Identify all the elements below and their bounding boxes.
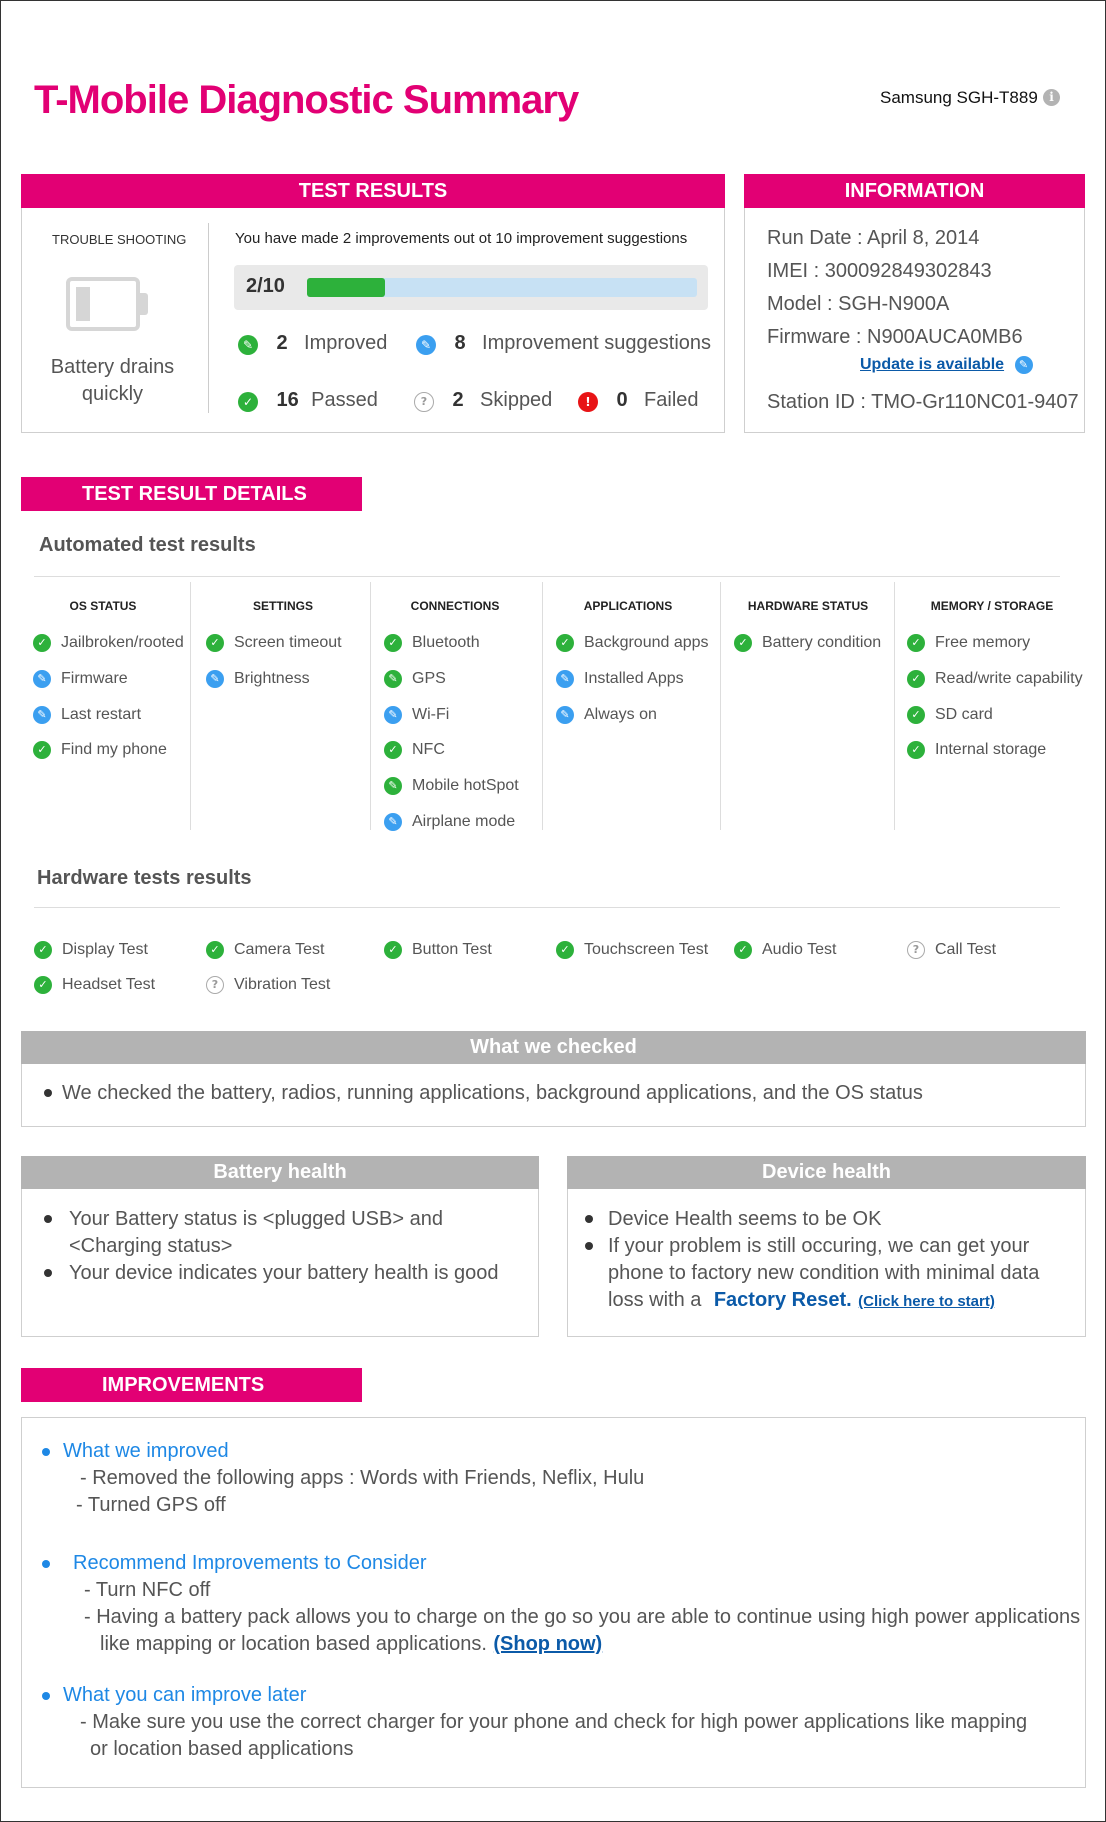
improved-wrench-icon: ✎	[384, 670, 402, 688]
bullet	[44, 1089, 52, 1097]
test-item-label: Brightness	[234, 670, 310, 688]
bullet	[42, 1692, 50, 1700]
wrench-icon: ✎	[556, 670, 574, 688]
question-icon: ?	[907, 941, 925, 959]
details-heading	[21, 477, 362, 511]
model: Model : SGH-N900A	[767, 293, 950, 315]
suggestions-label: Improvement suggestions	[482, 332, 712, 354]
device-name: Samsung SGH-T889	[880, 88, 1038, 107]
check-icon: ✓	[556, 941, 574, 959]
test-item	[556, 634, 709, 652]
wrench-icon: ✎	[1015, 356, 1033, 374]
column-divider	[190, 582, 191, 830]
test-item	[556, 706, 657, 724]
check-icon: ✓	[33, 634, 51, 652]
check-icon: ✓	[33, 741, 51, 759]
improvement-summary: You have made 2 improvements out ot 10 improvement suggestions	[235, 230, 688, 247]
trouble-label: TROUBLE SHOOTING	[52, 232, 187, 247]
device-line-2a: If your problem is still occuring, we can get your	[608, 1235, 1030, 1257]
update-link-row	[860, 356, 1033, 374]
recommend-item-2a: - Having a battery pack allows you to charge on the go so you are able to continue using high power applications	[84, 1606, 1081, 1628]
column-divider	[370, 582, 371, 830]
check-icon: ✓	[907, 634, 925, 652]
information-heading: INFORMATION	[744, 174, 1085, 208]
check-icon: ✓	[734, 941, 752, 959]
failed-icon: !	[578, 392, 598, 412]
progress-label: 2/10	[246, 275, 285, 297]
firmware: Firmware : N900AUCA0MB6	[767, 326, 1023, 348]
passed-count: 16	[276, 389, 299, 411]
imei: IMEI : 300092849302843	[767, 260, 992, 282]
check-icon: ✓	[34, 941, 52, 959]
later-item-1b: or location based applications	[90, 1738, 354, 1760]
test-item-label: Find my phone	[61, 741, 167, 759]
improved-title: What we improved	[63, 1440, 229, 1462]
wrench-icon: ✎	[384, 706, 402, 724]
skipped-icon: ?	[414, 392, 434, 412]
test-item-label: NFC	[412, 741, 445, 759]
test-item	[206, 670, 310, 688]
test-item-label: Battery condition	[762, 634, 882, 652]
wrench-icon: ✎	[33, 706, 51, 724]
run-date: Run Date : April 8, 2014	[767, 227, 980, 249]
test-item-label: Vibration Test	[234, 976, 331, 994]
test-results-panel	[21, 174, 725, 433]
progress-fill	[307, 278, 385, 297]
check-icon: ✓	[206, 634, 224, 652]
checked-heading: What we checked	[21, 1031, 1086, 1064]
battery-line-1b: <Charging status>	[69, 1235, 233, 1257]
test-item-label: Always on	[584, 705, 657, 723]
wrench-icon: ✎	[384, 813, 402, 831]
check-icon: ✓	[384, 941, 402, 959]
test-item	[734, 634, 881, 652]
bullet	[44, 1269, 52, 1277]
recommend-item-2b-row	[100, 1633, 602, 1656]
progress-box	[234, 265, 708, 310]
test-item-label: Mobile hotSpot	[412, 777, 519, 795]
trouble-text-2: quickly	[81, 383, 144, 405]
improvements-heading-text: IMPROVEMENTS	[102, 1374, 265, 1396]
test-item-label: Headset Test	[62, 976, 156, 994]
device-line-2c-row	[608, 1289, 995, 1312]
question-icon: ?	[206, 976, 224, 994]
skipped-label: Skipped	[480, 389, 553, 411]
test-item	[907, 670, 1083, 688]
device-health-panel	[567, 1156, 1086, 1337]
wrench-icon: ✎	[33, 670, 51, 688]
improvements-heading	[21, 1368, 362, 1402]
device-line-2b: phone to factory new condition with minimal data	[608, 1262, 1040, 1284]
test-item	[384, 670, 446, 688]
bullet	[585, 1242, 593, 1250]
column-header: SETTINGS	[252, 599, 313, 613]
wrench-icon: ✎	[556, 706, 574, 724]
test-item	[907, 741, 1046, 759]
test-item	[384, 741, 445, 759]
details-heading-text: TEST RESULT DETAILS	[82, 483, 307, 505]
passed-label: Passed	[311, 389, 378, 411]
check-icon: ✓	[34, 976, 52, 994]
test-item	[556, 941, 708, 959]
check-icon: ✓	[384, 741, 402, 759]
battery-icon	[66, 277, 148, 331]
check-icon: ✓	[734, 634, 752, 652]
failed-count: 0	[616, 389, 628, 411]
improved-label: Improved	[304, 332, 388, 354]
improved-item-1: - Removed the following apps : Words with Friends, Neflix, Hulu	[80, 1467, 645, 1489]
device-line-1: Device Health seems to be OK	[608, 1208, 882, 1230]
test-item-label: GPS	[412, 670, 446, 688]
station-id: Station ID : TMO-Gr110NC01-9407	[767, 391, 1079, 413]
test-item	[206, 941, 324, 959]
test-item	[33, 706, 141, 724]
recommend-title: Recommend Improvements to Consider	[73, 1552, 427, 1574]
test-item-label: Touchscreen Test	[584, 941, 709, 959]
check-icon: ✓	[907, 741, 925, 759]
check-icon: ✓	[907, 706, 925, 724]
improved-icon: ✎	[238, 335, 258, 355]
test-item-label: Background apps	[584, 634, 709, 652]
test-item-label: SD card	[935, 705, 993, 723]
divider	[208, 223, 209, 413]
test-item-label: Airplane mode	[412, 813, 516, 831]
column-divider	[720, 582, 721, 830]
info-icon[interactable]: i	[1043, 89, 1060, 106]
factory-reset-link[interactable]: Factory Reset.	[713, 1289, 852, 1311]
test-item	[384, 777, 519, 795]
test-item	[734, 941, 836, 959]
information-panel	[744, 174, 1085, 433]
later-title: What you can improve later	[63, 1684, 307, 1706]
check-icon: ✓	[556, 634, 574, 652]
skipped-count: 2	[452, 389, 464, 411]
column-header: OS STATUS	[69, 599, 137, 613]
test-item	[907, 706, 993, 724]
skipped-stat	[414, 389, 552, 412]
battery-line-1a: Your Battery status is <plugged USB> and	[69, 1208, 443, 1230]
page-title: T-Mobile Diagnostic Summary	[34, 78, 579, 122]
shop-now-link[interactable]: (Shop now)	[493, 1633, 603, 1655]
test-item	[384, 706, 449, 724]
test-item-label: Screen timeout	[234, 634, 342, 652]
test-item	[33, 741, 167, 759]
battery-line-2: Your device indicates your battery health is good	[69, 1262, 499, 1284]
improvements-panel	[21, 1417, 1086, 1788]
test-item	[384, 941, 492, 959]
suggestions-stat	[416, 332, 711, 355]
column-divider	[894, 582, 895, 830]
test-item	[384, 813, 515, 831]
improved-item-2: - Turned GPS off	[76, 1494, 226, 1516]
automated-title: Automated test results	[39, 534, 256, 556]
later-item-1a: - Make sure you use the correct charger for your phone and check for high power applications like mapping	[80, 1711, 1028, 1733]
click-here-link[interactable]: (Click here to start)	[858, 1293, 995, 1310]
column-header: APPLICATIONS	[583, 599, 673, 613]
test-item	[33, 670, 128, 688]
test-item-label: Installed Apps	[584, 670, 684, 688]
device-health-heading: Device health	[567, 1156, 1086, 1189]
test-item-label: Display Test	[62, 941, 148, 959]
checked-panel	[21, 1031, 1086, 1127]
test-item	[907, 941, 996, 959]
test-item	[206, 976, 330, 994]
checked-text: We checked the battery, radios, running applications, background applications, and the OS status	[62, 1082, 923, 1104]
column-divider	[542, 582, 543, 830]
failed-label: Failed	[644, 389, 699, 411]
test-item-label: Internal storage	[935, 741, 1047, 759]
improved-count: 2	[276, 332, 288, 354]
recommend-item-2b: like mapping or location based applications.	[100, 1633, 487, 1655]
hardware-title: Hardware tests results	[37, 867, 252, 889]
check-icon: ✓	[907, 670, 925, 688]
device-line-2c: loss with a	[608, 1289, 702, 1311]
test-item	[33, 634, 184, 652]
test-item-label: Last restart	[61, 705, 142, 723]
check-icon: ✓	[206, 941, 224, 959]
test-item-label: Audio Test	[762, 941, 837, 959]
improved-wrench-icon: ✎	[384, 777, 402, 795]
battery-health-panel	[21, 1156, 539, 1337]
bullet	[585, 1215, 593, 1223]
test-item	[206, 634, 342, 652]
test-item-label: Bluetooth	[412, 634, 480, 652]
column-header: HARDWARE STATUS	[747, 599, 869, 613]
recommend-item-1: - Turn NFC off	[84, 1579, 211, 1601]
test-item-label: Wi-Fi	[412, 705, 450, 723]
test-item	[907, 634, 1030, 652]
suggestions-count: 8	[454, 332, 466, 354]
trouble-text-1: Battery drains	[50, 356, 175, 378]
test-results-heading: TEST RESULTS	[21, 174, 725, 208]
battery-health-heading: Battery health	[21, 1156, 539, 1189]
bullet	[44, 1215, 52, 1223]
hardware-divider	[34, 907, 1060, 908]
progress-track	[307, 278, 697, 297]
passed-icon: ✓	[238, 392, 258, 412]
column-header: CONNECTIONS	[410, 599, 500, 613]
test-item-label: Jailbroken/rooted	[61, 634, 184, 652]
automated-divider	[34, 576, 1060, 577]
check-icon: ✓	[384, 634, 402, 652]
passed-stat	[238, 389, 378, 412]
test-item	[34, 976, 155, 994]
suggestion-icon: ✎	[416, 335, 436, 355]
test-item-label: Call Test	[935, 941, 997, 959]
column-header: MEMORY / STORAGE	[930, 599, 1054, 613]
test-item-label: Firmware	[61, 670, 128, 688]
wrench-icon: ✎	[206, 670, 224, 688]
test-item-label: Camera Test	[234, 941, 325, 959]
update-link[interactable]: Update is available	[860, 356, 1005, 374]
test-item-label: Button Test	[412, 941, 492, 959]
test-item	[556, 670, 684, 688]
test-item	[384, 634, 480, 652]
bullet	[42, 1448, 50, 1456]
test-item	[34, 941, 148, 959]
bullet	[42, 1560, 50, 1568]
test-item-label: Free memory	[935, 634, 1031, 652]
test-item-label: Read/write capability	[935, 670, 1083, 688]
improved-stat	[238, 332, 387, 355]
failed-stat	[578, 389, 699, 412]
